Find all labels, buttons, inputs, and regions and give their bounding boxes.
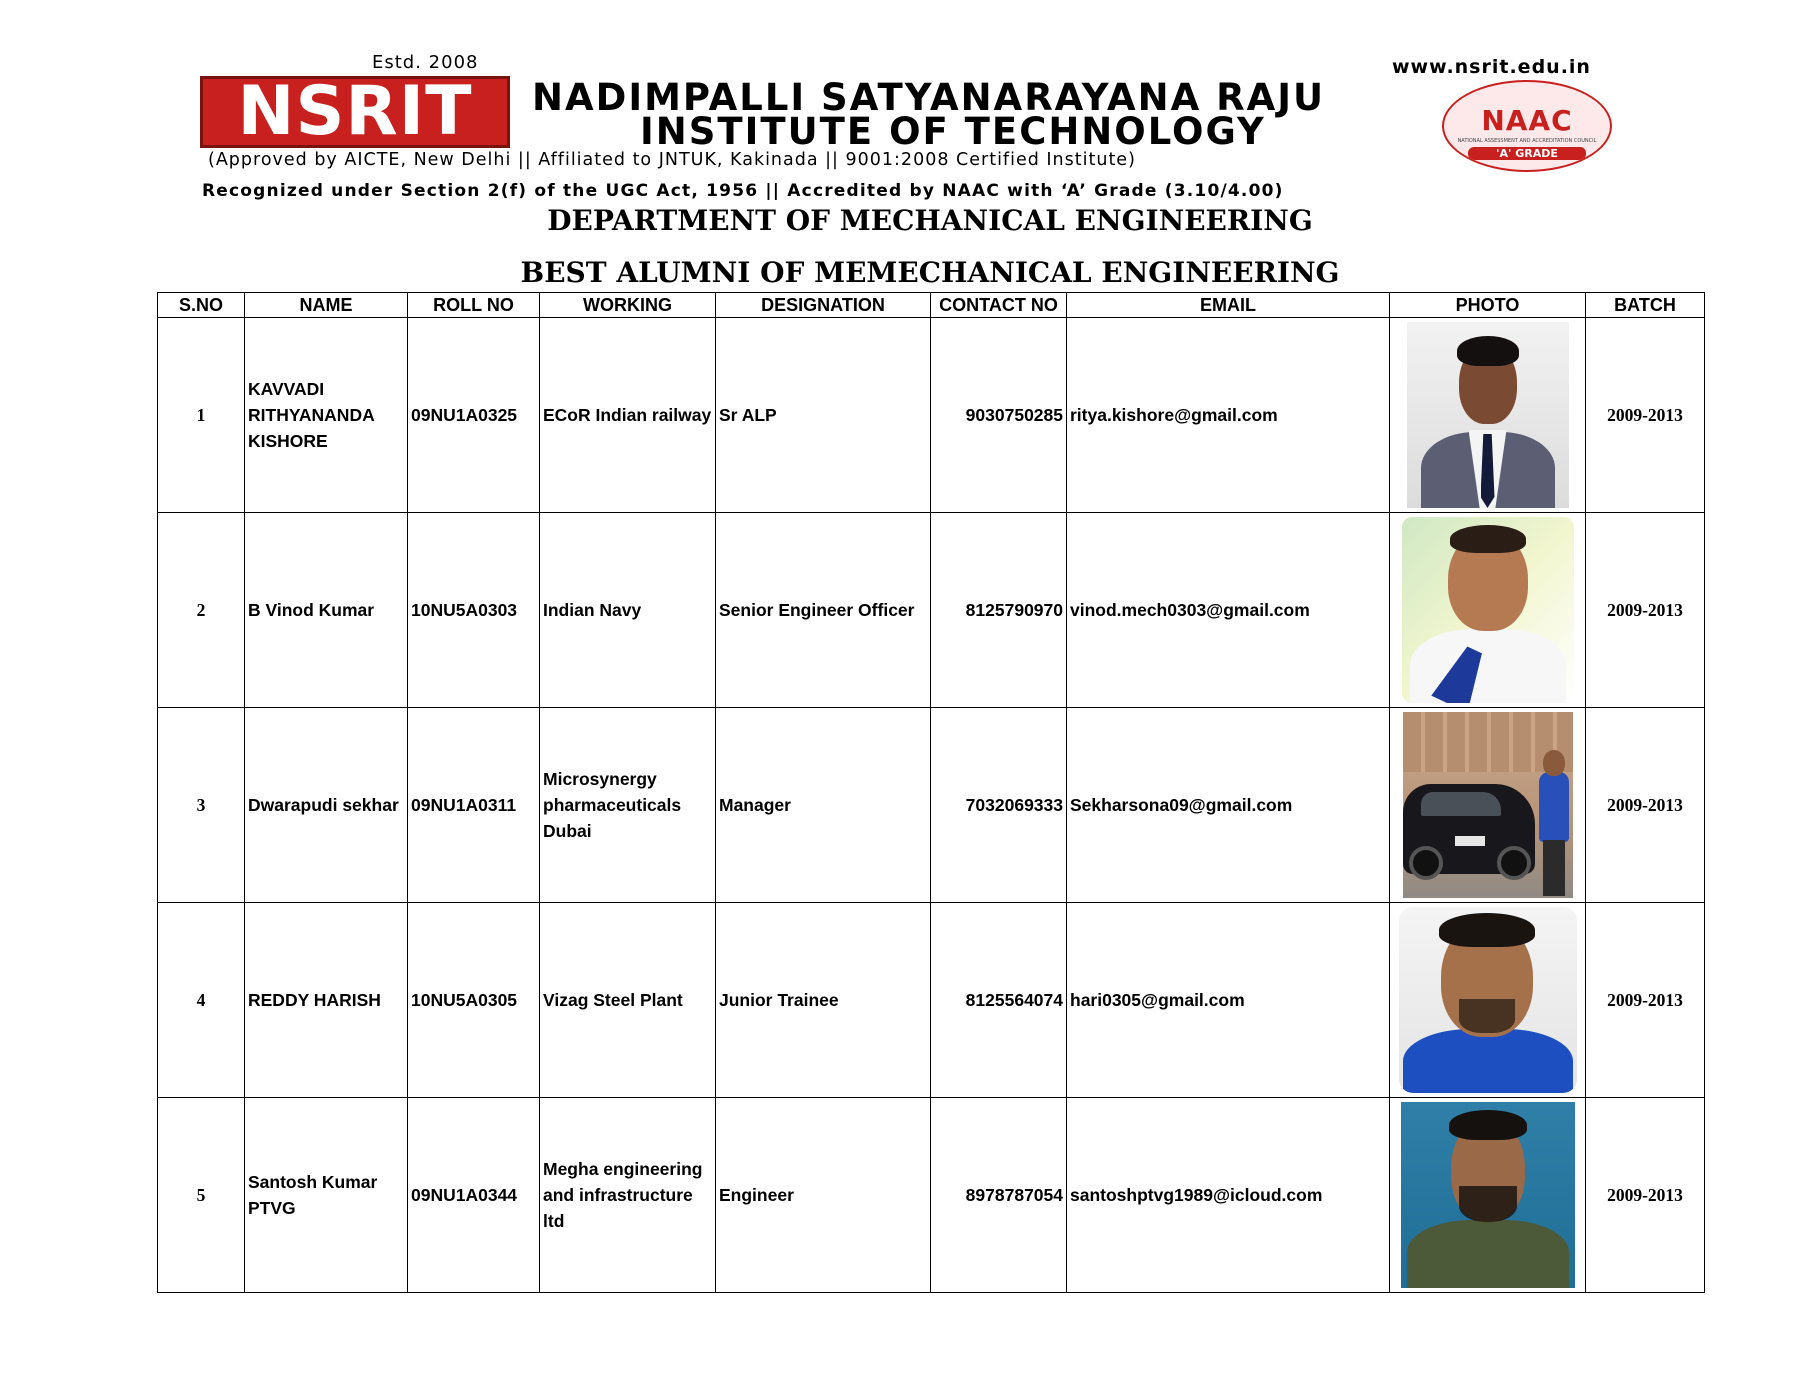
cell-batch: 2009-2013 — [1586, 708, 1705, 903]
alumni-table — [157, 292, 1705, 1293]
alumni-photo — [1403, 712, 1573, 898]
department-title: DEPARTMENT OF MECHANICAL ENGINEERING — [547, 204, 1313, 237]
cell-name: REDDY HARISH — [245, 903, 408, 1098]
cell-working: Megha engineering and infrastructure ltd — [540, 1098, 716, 1293]
cell-name: KAVVADI RITHYANANDA KISHORE — [245, 318, 408, 513]
cell-batch: 2009-2013 — [1586, 513, 1705, 708]
column-header: DESIGNATION — [716, 293, 931, 318]
column-header: EMAIL — [1067, 293, 1390, 318]
cell-contact: 8125790970 — [931, 513, 1067, 708]
table-row — [158, 708, 1705, 903]
cell-contact: 7032069333 — [931, 708, 1067, 903]
cell-batch: 2009-2013 — [1586, 903, 1705, 1098]
institute-name-line2: INSTITUTE OF TECHNOLOGY — [640, 110, 1266, 153]
cell-designation: Junior Trainee — [716, 903, 931, 1098]
cell-designation: Sr ALP — [716, 318, 931, 513]
table-row — [158, 513, 1705, 708]
naac-grade: 'A' GRADE — [1468, 147, 1586, 160]
cell-photo — [1390, 1098, 1586, 1293]
alumni-photo — [1401, 1102, 1575, 1288]
cell-working: Indian Navy — [540, 513, 716, 708]
cell-sno: 1 — [158, 318, 245, 513]
cell-email: ritya.kishore@gmail.com — [1067, 318, 1390, 513]
table-row — [158, 1098, 1705, 1293]
column-header: WORKING — [540, 293, 716, 318]
cell-sno: 2 — [158, 513, 245, 708]
cell-email: vinod.mech0303@gmail.com — [1067, 513, 1390, 708]
cell-email: hari0305@gmail.com — [1067, 903, 1390, 1098]
cell-name: Dwarapudi sekhar — [245, 708, 408, 903]
cell-photo — [1390, 513, 1586, 708]
cell-email: santoshptvg1989@icloud.com — [1067, 1098, 1390, 1293]
column-header: S.NO — [158, 293, 245, 318]
cell-sno: 4 — [158, 903, 245, 1098]
list-title: BEST ALUMNI OF MEMECHANICAL ENGINEERING — [520, 256, 1340, 289]
cell-working: ECoR Indian railway — [540, 318, 716, 513]
recognition-line: Recognized under Section 2(f) of the UGC Act, 1956 || Accredited by NAAC with ‘A’ Grade (3.10/4.00) — [202, 181, 1284, 201]
cell-contact: 9030750285 — [931, 318, 1067, 513]
institute-name-line1: NADIMPALLI SATYANARAYANA RAJU — [532, 76, 1326, 119]
table-row — [158, 903, 1705, 1098]
cell-batch: 2009-2013 — [1586, 318, 1705, 513]
website-text: www.nsrit.edu.in — [1392, 56, 1591, 78]
column-header: BATCH — [1586, 293, 1705, 318]
naac-seal-logo — [1442, 80, 1612, 172]
cell-photo — [1390, 318, 1586, 513]
cell-email: Sekharsona09@gmail.com — [1067, 708, 1390, 903]
table-row — [158, 318, 1705, 513]
cell-name: B Vinod Kumar — [245, 513, 408, 708]
cell-batch: 2009-2013 — [1586, 1098, 1705, 1293]
cell-name: Santosh Kumar PTVG — [245, 1098, 408, 1293]
cell-photo — [1390, 708, 1586, 903]
naac-title: NAAC — [1481, 104, 1573, 137]
cell-roll: 09NU1A0325 — [408, 318, 540, 513]
column-header: CONTACT NO — [931, 293, 1067, 318]
cell-roll: 10NU5A0303 — [408, 513, 540, 708]
cell-working: Vizag Steel Plant — [540, 903, 716, 1098]
cell-working: Microsynergy pharmaceuticals Dubai — [540, 708, 716, 903]
approval-line: (Approved by AICTE, New Delhi || Affiliated to JNTUK, Kakinada || 9001:2008 Certified Institute) — [208, 150, 1136, 170]
cell-contact: 8978787054 — [931, 1098, 1067, 1293]
nsrit-logo: NSRIT — [200, 76, 510, 148]
alumni-photo — [1399, 907, 1577, 1093]
cell-designation: Manager — [716, 708, 931, 903]
cell-designation: Senior Engineer Officer — [716, 513, 931, 708]
column-header: ROLL NO — [408, 293, 540, 318]
cell-sno: 3 — [158, 708, 245, 903]
table-header-row — [158, 293, 1705, 318]
alumni-photo — [1407, 322, 1569, 508]
estd-text: Estd. 2008 — [372, 52, 479, 73]
cell-roll: 10NU5A0305 — [408, 903, 540, 1098]
cell-sno: 5 — [158, 1098, 245, 1293]
column-header: NAME — [245, 293, 408, 318]
cell-designation: Engineer — [716, 1098, 931, 1293]
column-header: PHOTO — [1390, 293, 1586, 318]
cell-roll: 09NU1A0311 — [408, 708, 540, 903]
cell-roll: 09NU1A0344 — [408, 1098, 540, 1293]
alumni-photo — [1402, 517, 1574, 703]
cell-photo — [1390, 903, 1586, 1098]
naac-subtitle: NATIONAL ASSESSMENT AND ACCREDITATION COUNCIL — [1457, 138, 1597, 144]
cell-contact: 8125564074 — [931, 903, 1067, 1098]
